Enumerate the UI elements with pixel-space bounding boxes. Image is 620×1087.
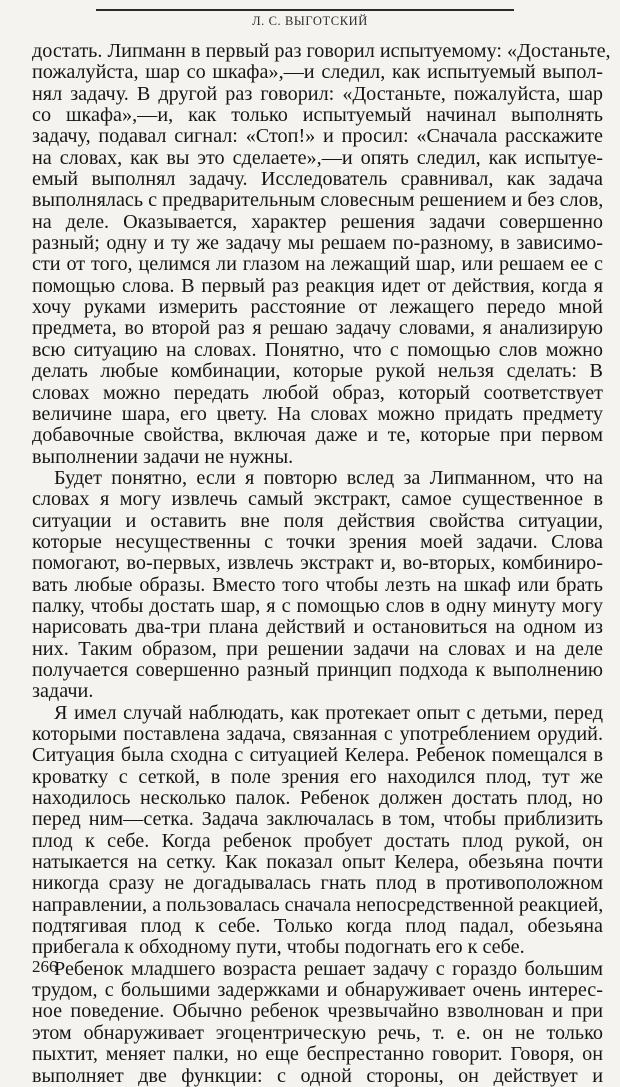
- text-line: словах я могу извлечь самый экстракт, самое существенное в: [32, 488, 603, 511]
- text-line: задачу, подавал сигнал: «Стоп!» и просил: «Сначала расскажите: [32, 125, 603, 148]
- text-line: ное поведение. Обычно ребенок чрезвычайно взволнован и при: [32, 1000, 603, 1023]
- text-line: пыхтит, меняет палки, но еще беспрестанно говорит. Говоря, он: [32, 1043, 603, 1066]
- paragraph-3: [32, 703, 603, 959]
- text-line: разный; одну и ту же задачу мы решаем по-разному, в зависимо-: [32, 232, 603, 255]
- text-line: достать. Липманн в первый раз говорил испытуемому: «Достаньте,: [32, 40, 611, 62]
- text-line: Будет понятно, если я повторю вслед за Липманном, что на: [54, 466, 603, 489]
- text-line: добавочные свойства, включая даже и те, которые при первом: [32, 424, 603, 447]
- text-line: кроватку с сеткой, в поле зрения его находился плод, тут же: [32, 765, 603, 788]
- text-line: получается совершенно разный принцип подхода к выполнению: [32, 658, 603, 681]
- text-line: Я имел случай наблюдать, как протекает опыт с детьми, перед: [54, 701, 603, 724]
- text-line: нарисовать два-три плана действий и остановиться на одном из: [32, 616, 603, 639]
- running-head: Л. С. ВЫГОТСКИЙ: [252, 14, 368, 28]
- text-line: хочу руками измерить расстояние от лежащего передо мной: [32, 296, 603, 319]
- text-line: помогают, во-первых, извлечь экстракт и, во-вторых, комбиниро-: [32, 552, 603, 575]
- text-line: выполнялась с предварительным словесным решением и без слов,: [32, 189, 604, 212]
- text-line: емый выполнял задачу. Исследователь сравнивал, как задача: [32, 168, 603, 191]
- text-line: перед ним—сетка. Задача заключалась в том, чтобы приблизить: [32, 808, 603, 831]
- text-line: подтягивая плод к себе. Только когда плод падал, обезьяна: [32, 915, 603, 938]
- text-line: этом обнаруживает эгоцентрическую речь, т. е. он не только: [32, 1021, 603, 1044]
- text-line: со шкафа»,—и, как только испытуемый начинал выполнять: [32, 104, 603, 127]
- text-line: выполнении задачи не нужны.: [32, 445, 294, 468]
- text-line: них. Таким образом, при решении задачи на словах и на деле: [32, 637, 603, 660]
- text-line: никогда сразу не догадывалась гнать плод в противоположном: [32, 872, 603, 895]
- text-line: которыми поставлена задача, связанная с употреблением орудий.: [32, 723, 603, 745]
- text-line: на деле. Оказывается, характер решения задачи совершенно: [32, 210, 603, 233]
- text-line: выполняет две функции: с одной стороны, он действует и: [32, 1064, 603, 1087]
- text-line: Ситуация была сходна с ситуацией Келера. Ребенок помещался в: [32, 744, 603, 767]
- text-line: предмета, во второй раз я решаю задачу словами, я анализирую: [32, 317, 603, 340]
- paragraph-2: [32, 468, 603, 703]
- text-line: словах можно передать любой образ, который соответствует: [32, 381, 603, 404]
- text-line: палку, чтобы достать шар, я с помощью слов в одну минуту могу: [32, 594, 603, 617]
- text-line: сти от того, целимся ли глазом на лежащий шар, или решаем ее с: [32, 253, 603, 276]
- paragraph-4: [32, 959, 603, 1087]
- text-line: пожалуйста, шар со шкафа»,—и следил, как испытуемый выпол-: [32, 61, 603, 84]
- text-line: плод к себе. Когда ребенок пробует достать плод рукой, он: [32, 829, 603, 852]
- text-line: величине шара, его цвету. На словах можно придать предмету: [32, 402, 603, 425]
- page-number: 266: [32, 957, 58, 976]
- text-line: задачи.: [32, 680, 94, 703]
- text-line: нял задачу. В другой раз говорил: «Достаньте, пожалуйста, шар: [32, 82, 603, 105]
- text-line: направлении, а пользовалась сначала непосредственной реакцией,: [32, 893, 604, 916]
- text-line: находилось несколько палок. Ребенок должен достать плод, но: [32, 787, 603, 810]
- paragraph-1: [32, 40, 611, 468]
- text-line: делать любые комбинации, которые рукой нельзя сделать: В: [32, 360, 603, 383]
- text-line: помощью слова. В первый раз реакция идет от действия, когда я: [32, 274, 603, 297]
- text-line: трудом, с большими задержками и обнаруживает очень интерес-: [32, 979, 603, 1002]
- text-line: вать любые образы. Вместо того чтобы лезть на шкаф или брать: [32, 573, 603, 596]
- text-line: прибегала к обходному пути, чтобы подогнать его к себе.: [32, 936, 525, 959]
- header-rule: [96, 9, 514, 11]
- text-line: всю ситуацию на словах. Понятно, что с помощью слов можно: [32, 338, 603, 361]
- text-line: Ребенок младшего возраста решает задачу с гораздо большим: [54, 957, 603, 980]
- body-text: [32, 40, 611, 1087]
- text-line: ситуации и оставить вне поля действия свойства ситуации,: [32, 509, 603, 532]
- text-line: которые несущественны с точки зрения моей задачи. Слова: [32, 530, 603, 553]
- text-line: натыкается на сетку. Как показал опыт Келера, обезьяна почти: [32, 851, 603, 874]
- text-line: на словах, как вы это сделаете»,—и опять следил, как испытуе-: [32, 146, 603, 169]
